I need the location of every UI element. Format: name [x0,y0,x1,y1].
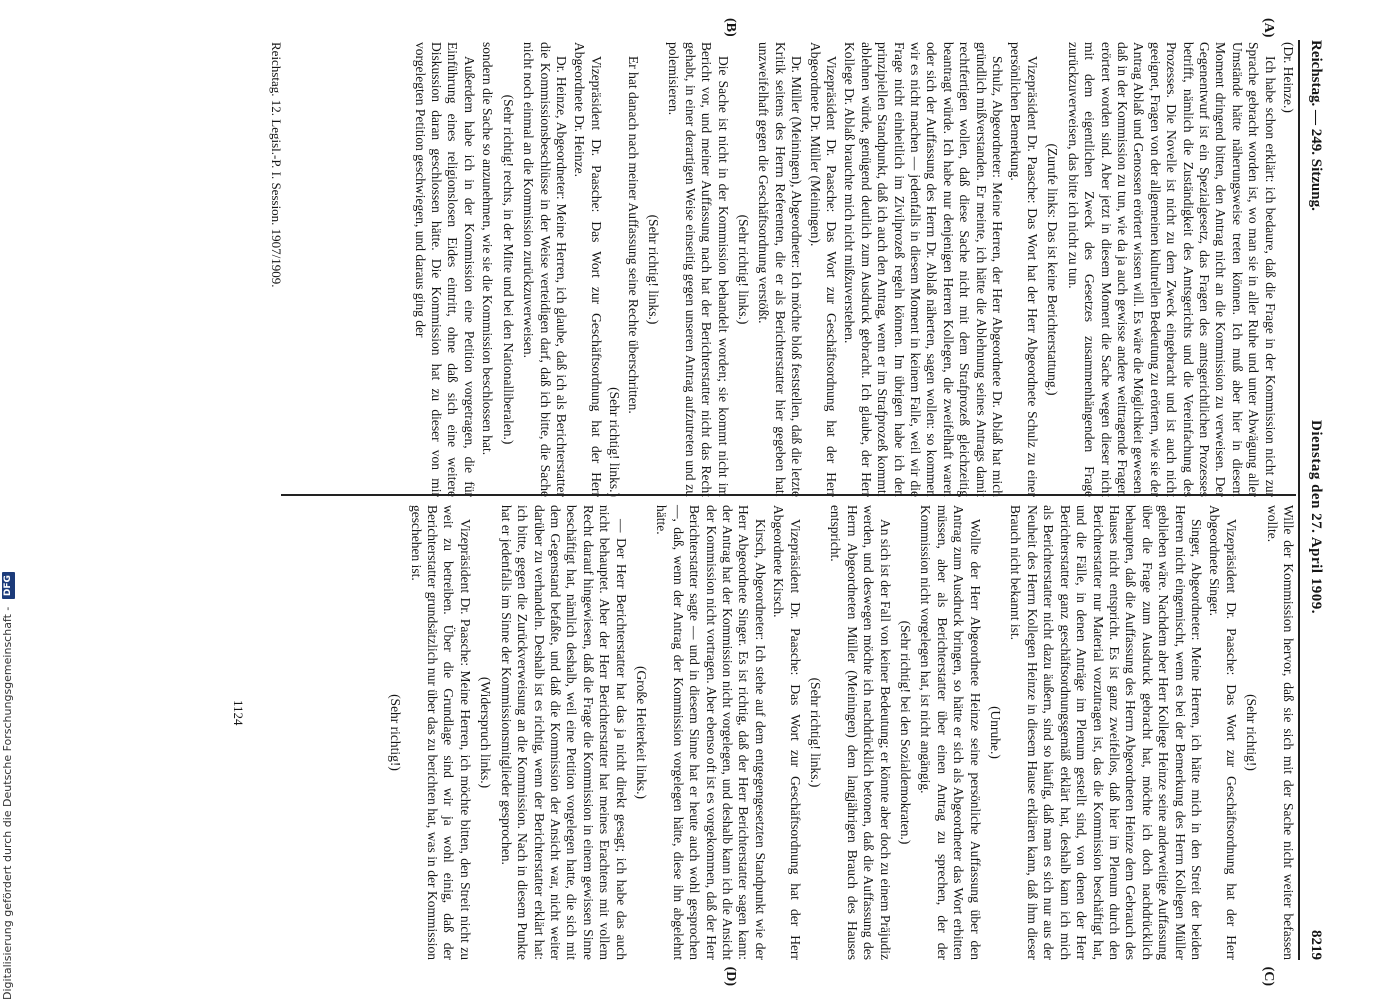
left-column [286,42,1296,497]
paragraph: Vizepräsident Dr. Paasche: Das Wort zur Geschäftsordnung hat der Herr Abgeordnete Dr. Heinze. [572,42,604,497]
right-column [286,505,1296,960]
column-divider [281,494,1296,496]
paragraph: Ich habe schon erklärt: ich bedaure, daß die Frage in der Kommission nicht zur Sprache gebracht worden ist, wo man sie in aller Ruhe und unter Abwägung aller Umstände hätte näherungsweise treten können. Ich muß aber hier in diesem Moment dringend bitten, den Antrag nicht an die Kommission zu verweisen. Der Gegenentwurf ist ein Spezialgesetz, das Fragen des amtsgerichtlichen Prozesses betrifft, nämlich die Zuständigkeit des Amtsgerichts und die Vereinfachung des Prozesses. Die Novelle ist nicht zu dem Zweck eingebracht und ist auch nicht geeignet, Fragen von der allgemeinen kulturellen Bedeutung zu erörtern, wie sie der Antrag Ablaß und Genossen erörtert wissen will. Es wäre die Möglichkeit gewesen, daß in der Kommission zu tun, wie da ja auch gewisse andere weittragende Fragen erörtert worden sind. Aber jetzt in diesem Moment die Sache wegen dieser nicht mit dem eigentlichen Zweck des Gesetzes zusammenhängenden Frage zurückzuverweisen, das bitte ich nicht zu tun. [1065,42,1278,497]
header-rule [1298,40,1300,960]
dfg-logo: DFG [2,572,15,599]
header-date: Dienstag den 27. April 1909. [1308,420,1324,615]
paragraph: (Widerspruch links.) [478,676,494,789]
header-left: Reichstag. — 249. Sitzung. [1308,40,1324,211]
paragraph: Dr. Müller (Meiningen), Abgeordneter: Ich möchte bloß feststellen, daß die letzte Kritik seitens des Herrn Referenten, die er als Berichterstatter hier gegeben hat, unzweifelhaft gegen die Geschäftsordnung verstößt. [756,42,805,497]
paragraph: Vizepräsident Dr. Paasche: Das Wort zur Geschäftsordnung hat der Herr Abgeordnete Kirsch. [771,505,803,960]
paragraph: (Sehr richtig!) [388,694,404,771]
paragraph: Vizepräsident Dr. Paasche: Das Wort zur Geschäftsordnung hat der Herr Abgeordnete Singer. [1207,505,1239,960]
paragraph: (Dr. Heinze.) [1281,42,1296,113]
paragraph: Vizepräsident Dr. Paasche: Meine Herren, ich möchte bitten, den Streit nicht zu weit zu betreiben. Über die Grundlage sind wir ja wohl einig, daß der Berichterstatter grundsätzlich nur über das zu berichten hat, was in der Kommission geschehen ist. [408,505,473,960]
paragraph: Vizepräsident Dr. Paasche: Das Wort zur Geschäftsordnung hat der Herr Abgeordnete Dr. Müller (Meiningen). [807,42,840,497]
paragraph: Wille der Kommission hervor, daß sie sich mit der Sache nicht weiter befassen wollte. [1264,505,1296,960]
paragraph: (Sehr richtig! bei den Sozialdemokraten.) [898,620,914,845]
paragraph: (Sehr richtig! links.) [607,387,623,497]
paragraph: — Der Herr Berichterstatter hat das ja nicht direkt gesagt; ich habe das auch nicht behauptet. Aber der Herr Berichterstatter hat meines Erachtens mit vollem Recht darauf hingewiesen, daß die Frage die Kommission in einem gewissen Sinne beschäftigt hat, nämlich deshalb, weil eine Petition vorgelegen hatte, die sich mit dem Gegenstand befaßte, und daß die Kommission der Ansicht war, nicht weiter darüber zu verhandeln. Deshalb ist es richtig, wenn der Berichterstatter erklärt hat: ich bitte, gegen die Zurückverweisung an die Kommission. Nach in diesem Punkte hat er jedenfalls im Sinne der Kommissionsmitglieder gesprochen. [498,505,629,960]
paragraph: An sich ist der Fall von keiner Bedeutung; er könnte aber doch zu einem Präjudiz werden, und deswegen möchte ich nachdrücklich betonen, daß die Auffassung des Herrn Abgeordneten Müller (Meiningen) dem langjährigen Brauch des Hauses entspricht. [828,505,893,960]
paragraph: (Zurufe links: Das ist keine Berichterstattung.) [1045,143,1061,396]
paragraph: sondern die Sache so anzunehmen, wie sie die Kommission beschlossen hat. [480,42,496,456]
digitization-text: Digitalisierung gefördert durch die Deutsche Forschungsgemeinschaft - [1,606,14,1000]
paragraph: Die Sache ist nicht in der Kommission behandelt worden; sie kommt nicht im Bericht vor, und meiner Auffassung nach hat der Berichterstatter nicht das Recht gehabt, in einer derartigen Weise einseitig gegen unseren Antrag aufzutreten und zu polemisieren. [666,42,731,497]
digitization-notice [0,520,18,1000]
paragraph: (Sehr richtig! links.) [645,214,661,325]
paragraph: Singer, Abgeordneter: Meine Herren, ich hätte mich in den Streit der beiden Herren nicht eingemischt, wenn es bei der Bemerkung des Herrn Kollegen Müller geblieben wäre. Nachdem aber Herr Kollege Heinze seine anderweitige Auffassung über die Frage zum Ausdruck gebracht hat, möchte ich doch nachdrücklich behaupten, daß die Auffassung des Herrn Abgeordneten Heinze dem Gebrauch des Hauses nicht entspricht. Es ist ganz zweifellos, daß hier im Plenum durch den Berichterstatter nur Material vorzutragen ist, das die Kommission beschäftigt hat, und die Fälle, in denen Anträge im Plenum gestellt sind, von denen der Herr Berichterstatter ganz geschäftsordnungsgemäß erklärt hat, deshalb kann ich mich als Berichterstatter nicht dazu äußern, sind so häufig, daß man es sich nur aus der Neuheit des Herrn Kollegen Heinze in diesem Hause erklären kann, daß ihm dieser Brauch nicht bekannt ist. [1008,505,1204,960]
paragraph: Kirsch, Abgeordneter: Ich stehe auf dem entgegengesetzten Standpunkt wie der Herr Abgeordnete Singer. Es ist richtig, daß der Herr Berichterstatter sagen kann: der Antrag hat der Kommission nicht vorgelegen, und deshalb kann ich die Ansicht der Kommission nicht vortragen. Aber ebenso oft ist es vorgekommen, daß der Herr Berichterstatter sagte — und in diesem Sinne hat er heute auch wohl gesprochen —, daß, wenn der Antrag der Kommission vorgelegen hätte, diese ihn abgelehnt hätte. [654,505,768,960]
page-number-top: 8219 [1308,930,1324,960]
paragraph: Außerdem habe ich in der Kommission eine Petition vorgetragen, die für Einführung eines religionslosen Eides eintritt, ohne daß sich eine weitere Diskussion daran geschlossen hätte. Die Kommission hat zu dieser von mir vorgelegten Petition geschwiegen, und daraus ging der [412,42,477,497]
paragraph: Vizepräsident Dr. Paasche: Das Wort hat der Herr Abgeordnete Schulz zu einer persönlichen Bemerkung. [1008,42,1040,497]
paragraph: (Sehr richtig!) [1244,694,1260,771]
rotated-page [36,0,1336,1000]
page-header [1302,40,1330,960]
margin-marker-c: (C) [1261,966,1276,986]
paragraph: Wollte der Herr Abgeordnete Heinze seine persönliche Auffassung über den Antrag zum Ausdruck bringen, so hätte er sich als Abgeordneter das Wort erbitten müssen, aber als Berichterstatter über einen Antrag zu sprechen, der der Kommission nicht vorgelegen hat, ist nicht angängig. [918,505,983,960]
footer-session: Reichstag. 12. Legisl.-P. I. Session. 1907/1909. [269,42,284,288]
paragraph: Schulz, Abgeordneter: Meine Herren, der Herr Abgeordnete Dr. Ablaß hat mich gründlich mißverstanden. Er meinte, ich hätte die Ablehnung seines Antrags damit rechtfertigen wollen, daß diese Sache nicht mit dem Strafprozeß gleichzeitig beantragt würde. Ich habe nur denjenigen Herren Kollegen, die zweifelhaft waren oder sich der Auffassung des Herrn Dr. Ablaß näherten, sagen wollen: so kommen wir es nicht machen — jedenfalls in diesem Moment in keinem Falle, weil wir die Frage nicht einheitlich im Zivilprozeß regeln können. Im übrigen habe ich den prinzipiellen Standpunkt, daß ich auch den Antrag, wenn er im Strafprozeß kommt, ablehnen würde, genügend deutlich zum Ausdruck gebracht. Ich glaube, der Herr Kollege Dr. Ablaß brauchte mich nicht mißzuverstehen. [842,42,1006,497]
paragraph: Er hat danach nach meiner Auffassung seine Rechte überschritten. [625,56,641,414]
paragraph: Dr. Heinze, Abgeordneter: Meine Herren, ich glaube, daß ich als Berichterstatter die Kommissionsbeschlüsse in der Weise verteidigen darf, daß ich bitte, die Sache nicht noch einmal an die Kommission zurückzuverweisen. [521,42,569,497]
margin-marker-d: (D) [723,966,738,986]
margin-marker-b: (B) [723,18,738,37]
paragraph: (Unruhe.) [988,706,1004,759]
paragraph: (Sehr richtig! rechts, in der Mitte und bei den Nationalliberalen.) [500,94,516,445]
page-number-bottom: 1124 [231,700,246,726]
margin-marker-a: (A) [1261,18,1276,38]
paragraph: (Sehr richtig! links.) [736,214,751,325]
paragraph: (Sehr richtig! links.) [808,677,824,788]
paragraph: (Große Heiterkeit links.) [633,665,649,800]
page-footer [264,42,284,497]
